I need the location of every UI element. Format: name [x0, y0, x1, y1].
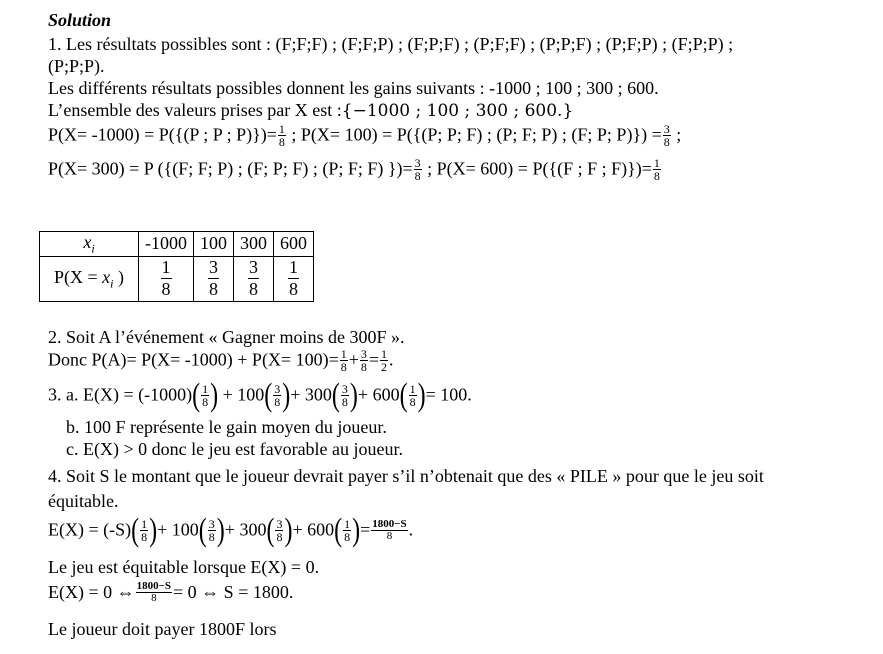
table-cell [194, 257, 234, 302]
q1-line4 [48, 100, 573, 122]
fraction-denominator: 8 [663, 135, 670, 149]
fraction-numerator: 3 [663, 122, 670, 136]
fraction: $\frac{3}{8}$ [209, 257, 218, 299]
fraction: $\frac{1}{8}$ [409, 382, 416, 409]
q1-line3: Les différents résultats possibles donnent les gains suivants : -1000 ; 100 ; 300 ; 600. [48, 78, 659, 98]
fraction [663, 123, 671, 148]
q3a-line: 3. a. E(X) = (-1000)( $\frac{1}{8}$ ) + 100( $\frac{3}{8}$ )+ 300( $\frac{3}{8}$ )+ 600( $\frac{1}{8}$ )= 100. [48, 377, 472, 414]
q3c-line: c. E(X) > 0 donc le jeu est favorable au joueur. [66, 439, 404, 459]
q2-text: Donc P(A)= P(X= -1000) + P(X= 100)= [48, 349, 339, 370]
table-header-prob: $P(X = x_i$ ) [40, 257, 139, 302]
fraction: $\frac{1}{8}$ [289, 257, 298, 299]
fraction: $\frac{3}{8}$ [276, 517, 283, 544]
fraction-denominator: 8 [653, 169, 660, 183]
equals-sign: = [368, 349, 380, 370]
fraction [653, 157, 661, 182]
q1-line2: (P;P;P). [48, 56, 105, 76]
fraction: $\frac{1}{8}$ [340, 347, 347, 374]
fraction-denominator: 8 [414, 169, 421, 183]
table-cell: 300 [234, 232, 274, 257]
q4-line4: Le jeu est équitable lorsque E(X) = 0. [48, 557, 320, 577]
q3a-text: + 600 [357, 384, 400, 405]
fraction: $\frac{1}{8}$ [202, 382, 209, 409]
prob-text: ; [676, 124, 682, 145]
q3a-text: + 300 [290, 384, 332, 405]
fraction: $\frac{3}{8}$ [249, 257, 258, 299]
fraction-numerator: 1 [278, 122, 285, 136]
q4-line2: équitable. [48, 491, 119, 511]
fraction: $\frac{3}{8}$ [360, 347, 367, 374]
fraction: $\frac{1}{8}$ [344, 517, 351, 544]
table-cell [274, 257, 314, 302]
q3a-text: 3. a. E(X) = (-1000) [48, 384, 193, 405]
prob-text: ; P(X= 100) = P({(P; P; F) ; (P; F; P) ; (F; P; P)}) = [291, 124, 662, 145]
section-title: Solution [48, 10, 112, 30]
fraction-numerator: 3 [414, 156, 421, 170]
prob-text: P(X= -1000) = P({(P ; P ; P)})= [48, 124, 277, 145]
table-header-xi: $x_i$ [40, 232, 139, 257]
fraction-numerator: 1 [653, 156, 660, 170]
fraction: $\frac{1}{8}$ [141, 517, 148, 544]
q1-prob-line1 [48, 124, 681, 149]
q4-text: + 100 [157, 519, 199, 540]
equals-sign: = [360, 519, 371, 540]
q4-text: E(X) = 0 ⇔ [48, 582, 135, 602]
q4-end: . [408, 519, 414, 540]
q1-line1: 1. Les résultats possibles sont : (F;F;F) ; (F;F;P) ; (F;P;F) ; (P;F;F) ; (P;P;F) ; (P;F;P) ; (F;P;P) ; [48, 34, 734, 54]
prob-text: ; P(X= 600) = P({(F ; F ; F)})= [427, 158, 652, 179]
table-row [40, 232, 314, 257]
table-cell [234, 257, 274, 302]
q4-line5 [48, 582, 293, 605]
q4-text: + 300 [224, 519, 267, 540]
fraction: $\frac{1}{8}$ [161, 257, 171, 299]
q3a-text: + 100 [218, 384, 265, 405]
table-cell: 600 [274, 232, 314, 257]
fraction-denominator: 8 [278, 135, 285, 149]
q2-line1: 2. Soit A l’événement « Gagner moins de 300F ». [48, 327, 405, 347]
table-cell: 100 [194, 232, 234, 257]
value-set: {−1000 ; 100 ; 300 ; 600.} [341, 101, 574, 121]
q4-text: E(X) = (-S) [48, 519, 132, 540]
table-cell: -1000 [139, 232, 194, 257]
fraction: $\frac{3}{8}$ [208, 517, 215, 544]
q1-line4-text: L’ensemble des valeurs prises par X est : [48, 100, 342, 120]
fraction [414, 157, 422, 182]
fraction: $\frac{1800-S}{8}$ [136, 580, 172, 605]
prob-text: P(X= 300) = P ({(F; F; P) ; (F; P; F) ; (P; F; F) })= [48, 158, 413, 179]
q2-end: . [389, 349, 394, 370]
q3b-line: b. 100 F représente le gain moyen du joueur. [66, 417, 387, 437]
fraction: $\frac{1}{2}$ [381, 347, 388, 374]
table-row [40, 257, 314, 302]
fraction: $\frac{3}{8}$ [341, 382, 348, 409]
fraction [278, 123, 286, 148]
q3a-result: = 100. [425, 384, 472, 405]
q4-text: = 0 ⇔ S = 1800. [173, 582, 294, 602]
q1-prob-line2 [48, 158, 662, 183]
q4-line1: 4. Soit S le montant que le joueur devrait payer s’il n’obtenait que des « PILE » pour que le jeu soit [48, 466, 764, 486]
plus-sign: + [348, 349, 359, 370]
q4-line6: Le joueur doit payer 1800F lors [48, 619, 277, 639]
q2-line2 [48, 349, 394, 374]
fraction: $\frac{1800-S}{8}$ [372, 518, 407, 542]
probability-table [39, 231, 314, 302]
table-cell [139, 257, 194, 302]
q4-expectation-line: E(X) = (-S)( $\frac{1}{8}$ )+ 100( $\frac{3}{8}$ )+ 300( $\frac{3}{8}$ )+ 600( $\frac{1}{8}$ )= $\frac{1800-S}{8}$ . [48, 512, 414, 549]
fraction: $\frac{3}{8}$ [274, 382, 281, 409]
q4-text: + 600 [292, 519, 335, 540]
